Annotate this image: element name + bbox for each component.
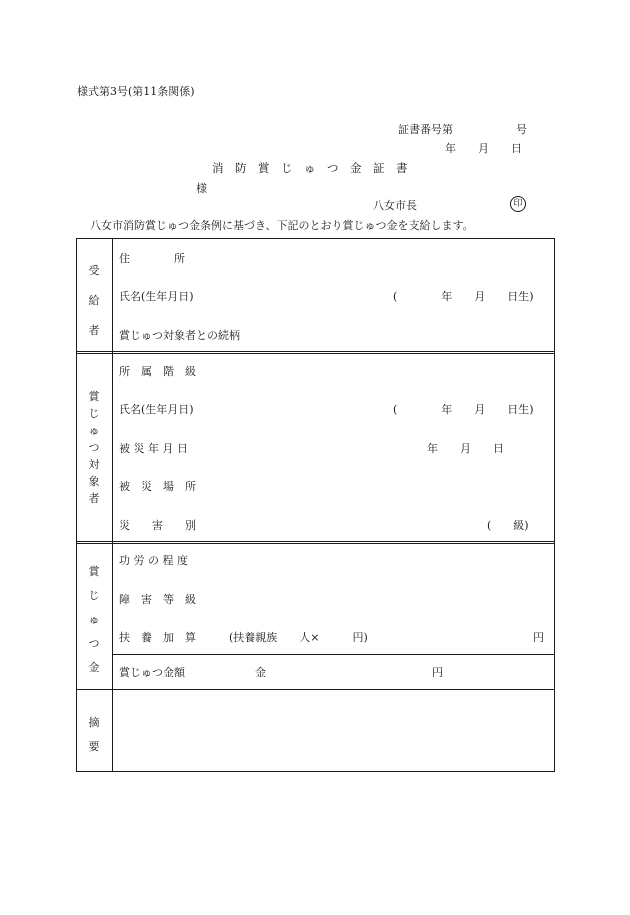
- dependent-yen: 円: [533, 631, 544, 644]
- title-char: つ: [327, 161, 339, 175]
- subject-section-label: [76, 388, 112, 506]
- section-divider: [76, 351, 555, 352]
- label-column-divider: [112, 238, 113, 772]
- title-char: 消: [212, 161, 224, 175]
- disaster-class-label: 災 害 別: [119, 519, 196, 532]
- label-char: ゅ: [88, 424, 100, 437]
- disaster-place-label: 被 災 場 所: [119, 480, 196, 493]
- subject-name-birth-label: 氏名(生年月日): [119, 403, 194, 416]
- title-char: 賞: [258, 161, 270, 175]
- label-char: つ: [88, 441, 100, 454]
- statement-text: 八女市消防賞じゅつ金条例に基づき、下記のとおり賞じゅつ金を支給します。: [90, 219, 474, 232]
- cert-number-suffix: 号: [516, 123, 527, 136]
- remarks-section-label: [76, 714, 112, 754]
- label-char: ゅ: [88, 613, 100, 626]
- recipient-section-label: [76, 262, 112, 338]
- label-char: 金: [88, 661, 100, 674]
- label-char: 給: [88, 294, 100, 307]
- section-divider: [76, 541, 555, 542]
- disaster-date-label: 被 災 年 月 日: [119, 442, 188, 455]
- title-char: 証: [373, 161, 385, 175]
- label-char: 摘: [88, 716, 100, 729]
- label-char: 者: [88, 492, 100, 505]
- total-yen: 円: [432, 666, 443, 679]
- form-table: [76, 238, 555, 772]
- merit-degree-label: 功 労 の 程 度: [119, 554, 188, 567]
- issuer-name: 八女市長: [373, 199, 417, 212]
- section-divider: [76, 689, 555, 690]
- title-char: 金: [350, 161, 362, 175]
- total-kin: 金: [255, 666, 266, 679]
- label-char: 賞: [88, 390, 100, 403]
- recipient-name-birth-label: 氏名(生年月日): [119, 290, 194, 303]
- disability-grade-label: 障 害 等 級: [119, 593, 196, 606]
- form-number: 様式第3号(第11条関係): [77, 85, 195, 98]
- subject-birth-date: ( 年 月 日生): [393, 403, 534, 416]
- label-char: 要: [88, 740, 100, 753]
- seal-mark: 印: [510, 196, 526, 212]
- relation-label: 賞じゅつ対象者との続柄: [119, 329, 240, 342]
- label-char: じ: [88, 407, 100, 420]
- label-char: つ: [88, 637, 100, 650]
- issue-date: 年 月 日: [445, 142, 522, 155]
- cert-number-label: 証書番号第: [398, 123, 453, 136]
- dependent-detail: (扶養親族 人× 円): [229, 631, 368, 644]
- title-char: 書: [396, 161, 408, 175]
- section-divider: [76, 353, 555, 354]
- recipient-birth-date: ( 年 月 日生): [393, 290, 534, 303]
- award-section-label: [76, 563, 112, 675]
- title-char: じ: [281, 161, 293, 175]
- disaster-class-value: ( 級): [487, 519, 529, 532]
- label-char: 受: [88, 264, 100, 277]
- affiliation-rank-label: 所 属 階 級: [119, 365, 196, 378]
- label-char: じ: [88, 589, 100, 602]
- document-title: [212, 163, 419, 175]
- row-divider: [112, 654, 555, 655]
- certificate-number: [398, 123, 527, 136]
- title-char: 防: [235, 161, 247, 175]
- address-label: 住 所: [119, 252, 185, 265]
- dependent-addition-label: 扶 養 加 算: [119, 631, 196, 644]
- section-divider: [76, 543, 555, 544]
- label-char: 象: [88, 475, 100, 488]
- label-char: 賞: [88, 565, 100, 578]
- total-amount-label: 賞じゅつ金額: [119, 666, 185, 679]
- label-char: 対: [88, 458, 100, 471]
- label-char: 者: [88, 324, 100, 337]
- addressee-suffix: 様: [196, 182, 207, 195]
- title-char: ゅ: [304, 161, 316, 175]
- disaster-date-value: 年 月 日: [427, 442, 504, 455]
